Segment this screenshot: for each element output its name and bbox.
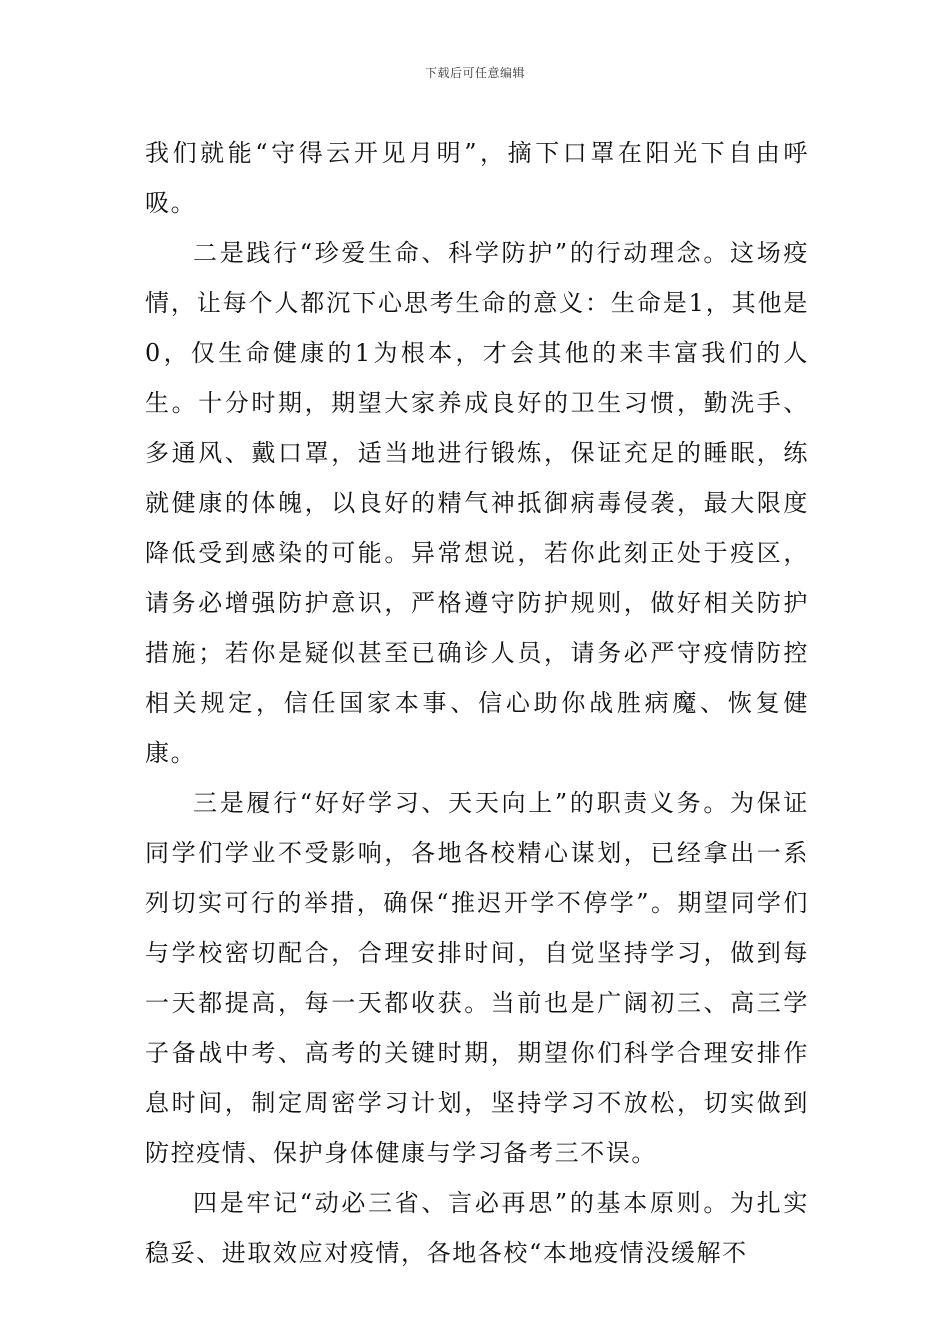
paragraph-3: 三是履行“好好学习、天天向上”的职责义务。为保证同学们学业不受影响，各地各校精心谋划，已经拿出一系列切实可行的举措，确保“推迟开学不停学”。期望同学们与学校密切配合，合理安排时间，自觉坚持学习，做到每一天都提高，每一天都收获。当前也是广阔初三、高三学子备战中考、高考的关键时期，期望你们科学合理安排作息时间，制定周密学习计划，坚持学习不放松，切实做到防控疫情、保护身体健康与学习备考三不误。 [145, 789, 809, 1167]
paragraph-continuation: 我们就能“守得云开见月明”，摘下口罩在阳光下自由呼吸。 [145, 139, 809, 217]
paragraph-2: 二是践行“珍爱生命、科学防护”的行动理念。这场疫情，让每个人都沉下心思考生命的意义：生命是1，其他是0，仅生命健康的1为根本，才会其他的来丰富我们的人生。十分时期，期望大家养成良好的卫生习惯，勤洗手、多通风、戴口罩，适当地进行锻炼，保证充足的睡眠，练就健康的体魄，以良好的精气神抵御病毒侵袭，最大限度降低受到感染的可能。异常想说，若你此刻正处于疫区，请务必增强防护意识，严格遵守防护规则，做好相关防护措施；若你是疑似甚至已确诊人员，请务必严守疫情防控相关规定，信任国家本事、信心助你战胜病魔、恢复健康。 [145, 239, 809, 767]
body-text [145, 128, 809, 1278]
paragraph-4: 四是牢记“动必三省、言必再思”的基本原则。为扎实稳妥、进取效应对疫情，各地各校“本地疫情没缓解不 [145, 1189, 809, 1267]
page-header: 下载后可任意编辑 [424, 66, 525, 80]
